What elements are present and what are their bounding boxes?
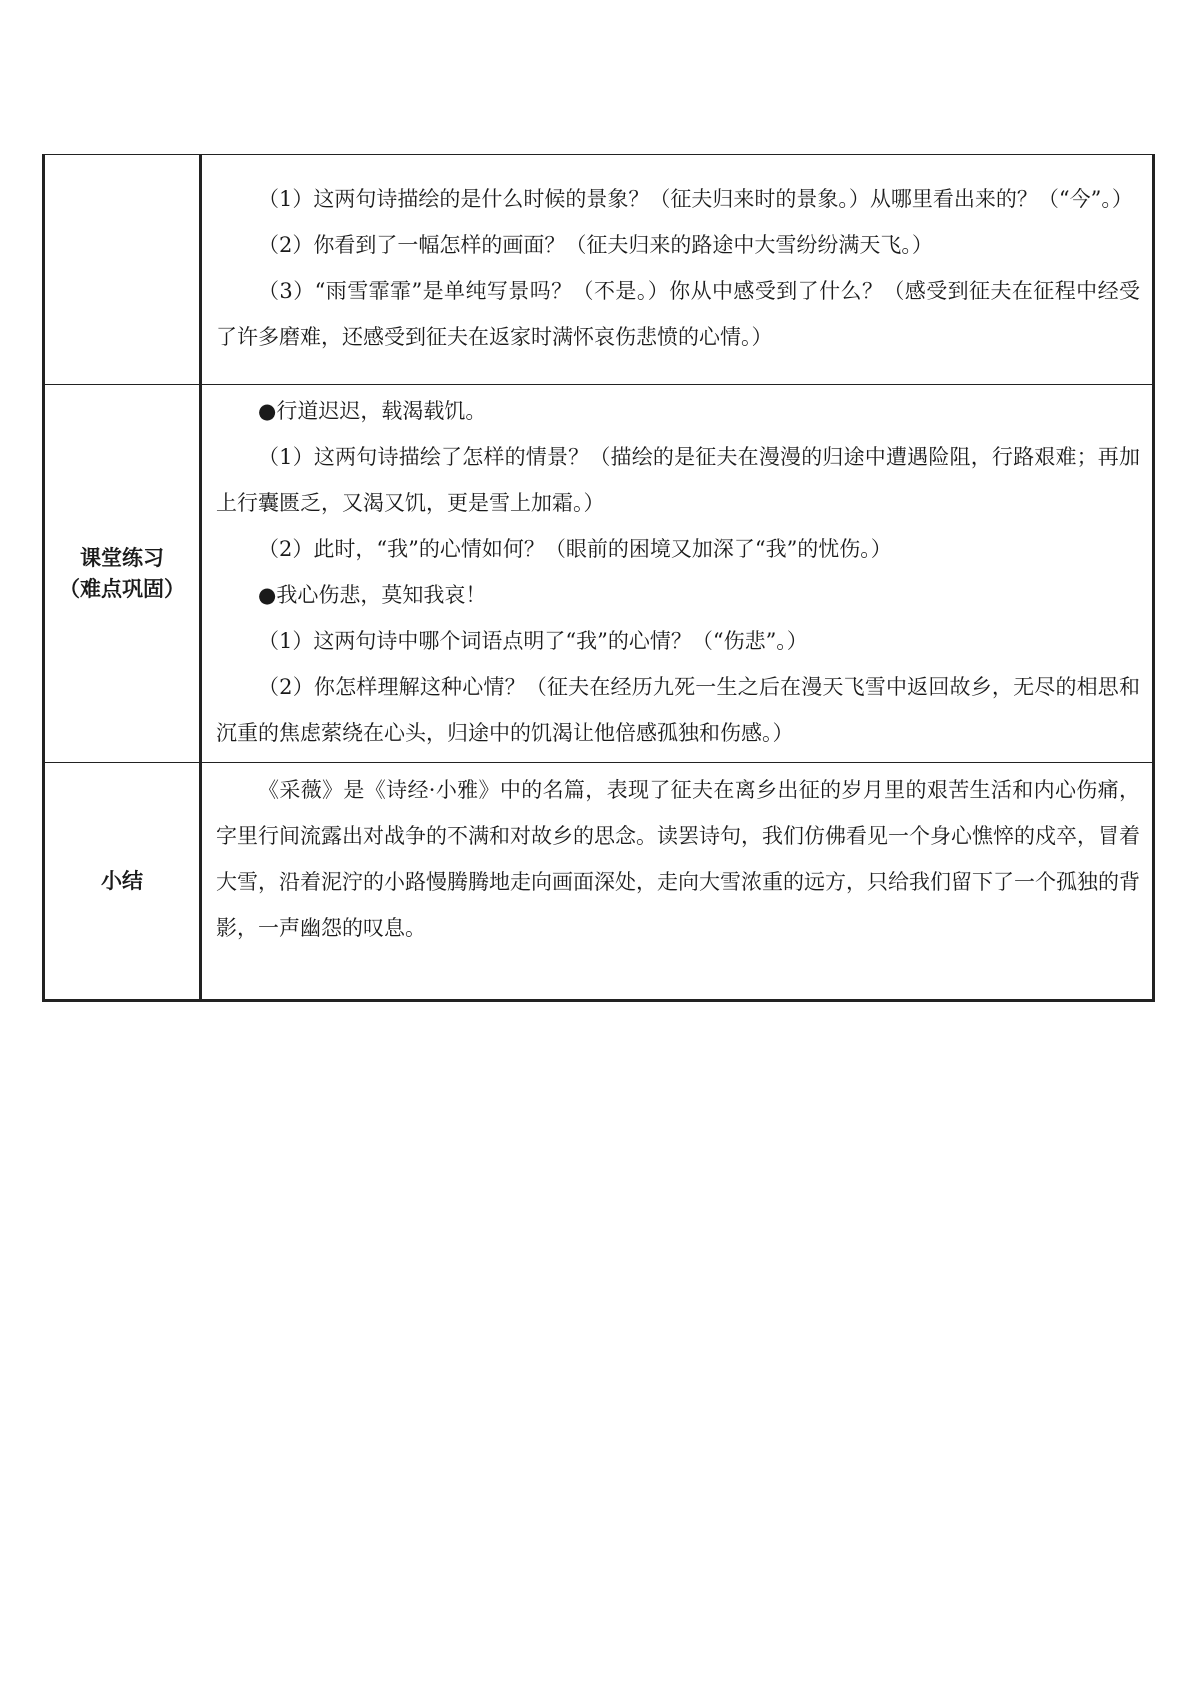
table-row-classroom-practice bbox=[44, 385, 1154, 763]
lesson-plan-table bbox=[42, 154, 1155, 1002]
content-paragraph: （2）你看到了一幅怎样的画面？（征夫归来的路途中大雪纷纷满天飞。） bbox=[258, 233, 933, 257]
content-paragraph: （2）你怎样理解这种心情？（征夫在经历九死一生之后在漫天飞雪中返回故乡，无尽的相思和沉重的焦虑萦绕在心头，归途中的饥渴让他倍感孤独和伤感。） bbox=[216, 675, 1140, 745]
row-label-summary: 小结 bbox=[44, 763, 201, 1001]
row-label-classroom-practice bbox=[44, 385, 201, 763]
content-paragraph: （3）“雨雪霏霏”是单纯写景吗？（不是。）你从中感受到了什么？（感受到征夫在征程中经受了许多磨难，还感受到征夫在返家时满怀哀伤悲愤的心情。） bbox=[216, 279, 1140, 349]
content-paragraph: （1）这两句诗描绘的是什么时候的景象？（征夫归来时的景象。）从哪里看出来的？（“今”。） bbox=[258, 187, 1133, 211]
content-paragraph: （1）这两句诗中哪个词语点明了“我”的心情？（“伤悲”。） bbox=[258, 629, 808, 653]
table-row-analysis-continued bbox=[44, 155, 1154, 385]
label-line-practice: 课堂练习 bbox=[80, 545, 164, 570]
row-label-empty bbox=[44, 155, 201, 385]
bullet-poem-line: ●行道迟迟，载渴载饥。 bbox=[258, 399, 487, 423]
summary-paragraph: 《采薇》是《诗经·小雅》中的名篇，表现了征夫在离乡出征的岁月里的艰苦生活和内心伤痛，字里行间流露出对战争的不满和对故乡的思念。读罢诗句，我们仿佛看见一个身心憔悴的戍卒，冒着大雪，沿着泥泞的小路慢腾腾地走向画面深处，走向大雪浓重的远方，只给我们留下了一个孤独的背影，一声幽怨的叹息。 bbox=[216, 778, 1140, 940]
row-content-classroom-practice bbox=[201, 385, 1154, 763]
row-content-analysis bbox=[201, 155, 1154, 385]
table-row-summary bbox=[44, 763, 1154, 1001]
content-paragraph: （1）这两句诗描绘了怎样的情景？（描绘的是征夫在漫漫的归途中遭遇险阻，行路艰难；再加上行囊匮乏，又渴又饥，更是雪上加霜。） bbox=[216, 445, 1140, 515]
bullet-poem-line: ●我心伤悲，莫知我哀！ bbox=[258, 583, 487, 607]
content-paragraph: （2）此时，“我”的心情如何？（眼前的困境又加深了“我”的忧伤。） bbox=[258, 537, 892, 561]
label-line-difficulty: （难点巩固） bbox=[59, 576, 185, 601]
row-content-summary bbox=[201, 763, 1154, 1001]
